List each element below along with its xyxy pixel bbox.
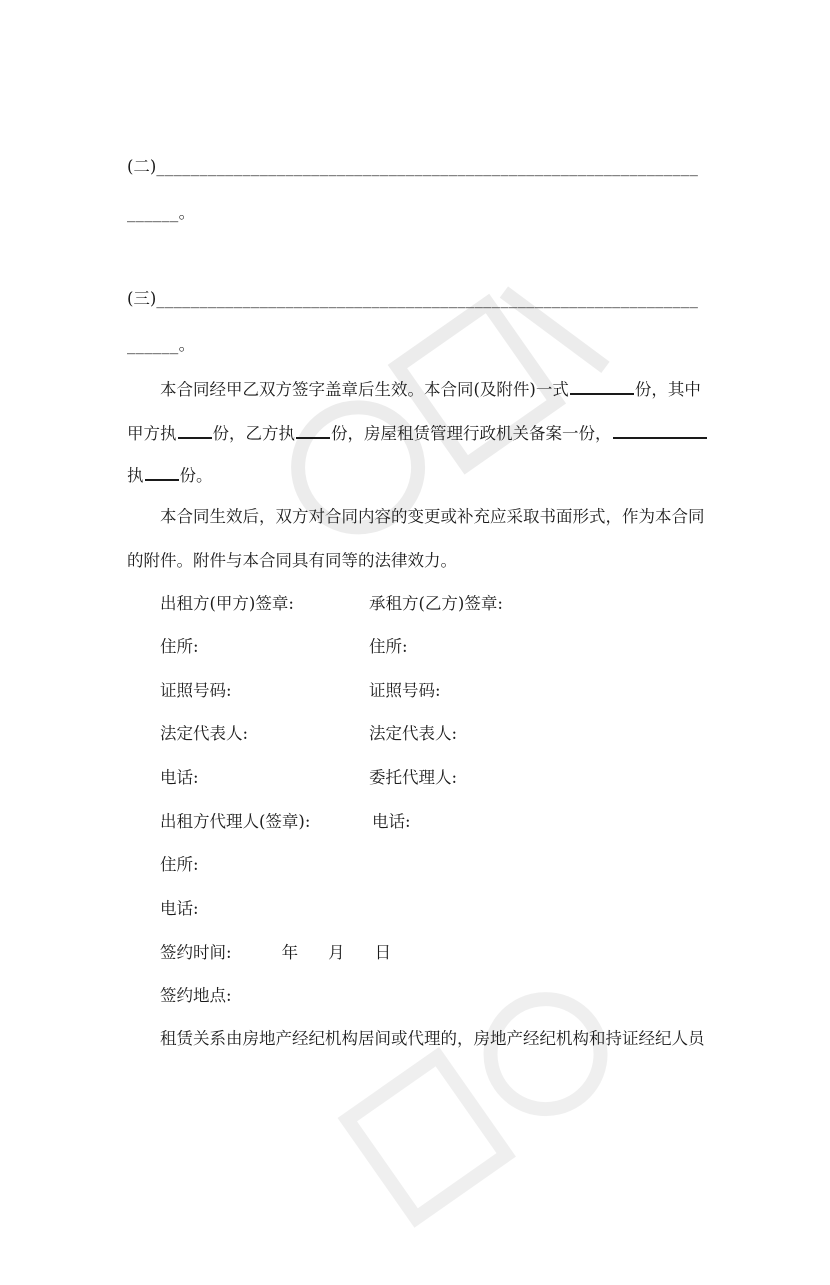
- effect-paragraph-line-3: 执 份。: [127, 463, 707, 486]
- lessor-license-label: 证照号码:: [160, 681, 232, 700]
- lessor-signature-label: 出租方(甲方)签章:: [160, 594, 294, 613]
- lessee-agent-label: 委托代理人:: [369, 768, 458, 787]
- copies-total-blank: [570, 377, 634, 395]
- clause-3-line: [127, 289, 707, 309]
- amendment-paragraph-line-1: 本合同生效后，双方对合同内容的变更或补充应采取书面形式，作为本合同: [160, 507, 705, 526]
- lessor-representative-label: 法定代表人:: [160, 724, 249, 743]
- lessor-agent-label: 出租方代理人(签章):: [160, 812, 311, 831]
- clause-2-prefix: (二): [127, 157, 157, 176]
- clause-3-blank: _______________________________________________________________: [156, 289, 699, 308]
- agent-address-label: 住所:: [160, 855, 199, 874]
- clause-3-prefix: (三): [127, 289, 157, 308]
- party-a-copies-blank: [178, 421, 212, 439]
- month-label: 月: [328, 943, 345, 962]
- clause-2-blank: _______________________________________________________________: [156, 157, 699, 176]
- brokerage-paragraph-line-1: 租赁关系由房地产经纪机构居间或代理的，房地产经纪机构和持证经纪人员: [160, 1029, 705, 1048]
- other-holder-blank: [613, 421, 708, 439]
- effect-paragraph-line-2: 甲方执 份，乙方执 份，房屋租赁管理行政机关备案一份，: [127, 421, 707, 444]
- sign-place-label: 签约地点:: [160, 986, 232, 1005]
- lessee-address-label: 住所:: [369, 637, 408, 656]
- year-label: 年: [281, 943, 299, 962]
- effect-paragraph-line-1: 本合同经甲乙双方签字盖章后生效。本合同(及附件)一式 份，其中: [160, 377, 707, 400]
- party-b-copies-blank: [296, 421, 330, 439]
- lessor-address-label: 住所:: [160, 637, 199, 656]
- agent-phone-label: 电话:: [160, 899, 199, 918]
- sign-date-line: [160, 943, 391, 963]
- watermark-logo-bottom: [275, 915, 685, 1285]
- lessee-signature-label: 承租方(乙方)签章:: [369, 594, 503, 613]
- clause-3-continuation: ______。: [127, 335, 196, 354]
- lessee-representative-label: 法定代表人:: [369, 724, 458, 743]
- other-copies-blank: [145, 463, 179, 481]
- amendment-paragraph-line-2: 的附件。附件与本合同具有同等的法律效力。: [127, 551, 457, 570]
- lessor-phone-label: 电话:: [160, 768, 199, 787]
- lessee-phone-label: 电话:: [372, 812, 411, 831]
- day-label: 日: [374, 943, 392, 962]
- clause-2-continuation: ______。: [127, 203, 196, 222]
- clause-2-line: [127, 157, 707, 177]
- lessee-license-label: 证照号码:: [369, 681, 441, 700]
- sign-time-label: 签约时间:: [160, 943, 232, 962]
